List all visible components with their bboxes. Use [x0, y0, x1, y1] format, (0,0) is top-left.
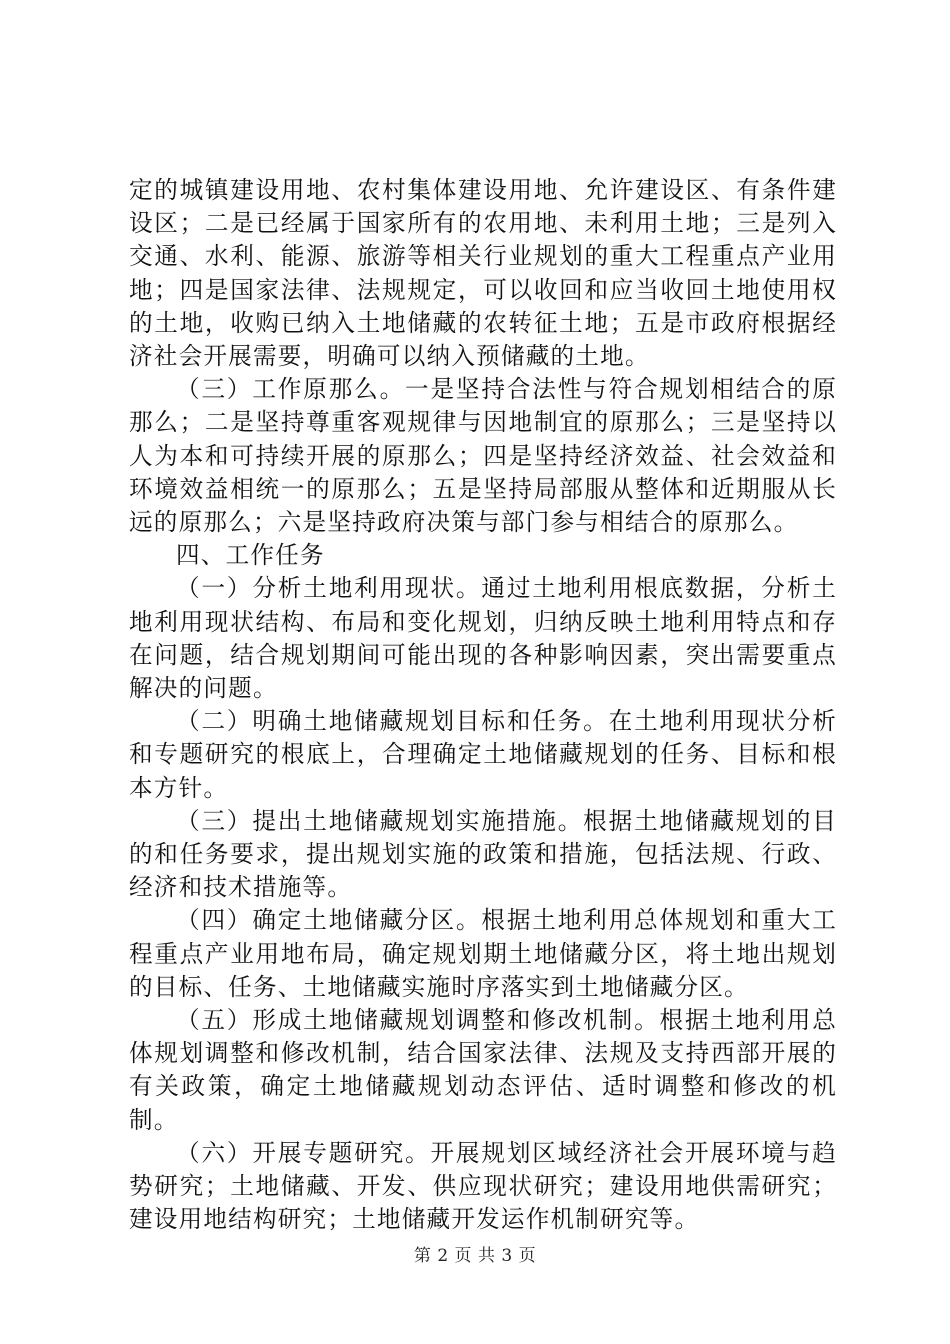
document-body [129, 174, 837, 1237]
page-number-footer: 第 2 页 共 3 页 [413, 1246, 537, 1266]
paragraph-land-scope-continued: 定的城镇建设用地、农村集体建设用地、允许建设区、有条件建设区；二是已经属于国家所有的农用地、未利用土地；三是列入交通、水利、能源、旅游等相关行业规划的重大工程重点产业用地；四是国家法律、法规规定，可以收回和应当收回土地使用权的土地，收购已纳入土地储藏的农转征土地；五是市政府根据经济社会开展需要，明确可以纳入预储藏的土地。 [129, 176, 837, 371]
paragraph-task-1: （一）分析土地利用现状。通过土地利用根底数据，分析土地利用现状结构、布局和变化规划，归纳反映土地利用特点和存在问题，结合规划期间可能出现的各种影响因素，突出需要重点解决的问题。 [129, 574, 837, 703]
paragraph-work-principles: （三）工作原那么。一是坚持合法性与符合规划相结合的原那么；二是坚持尊重客观规律与因地制宜的原那么；三是坚持以人为本和可持续开展的原那么；四是坚持经济效益、社会效益和环境效益相统一的原那么；五是坚持局部服从整体和近期服从长远的原那么；六是坚持政府决策与部门参与相结合的原那么。 [129, 375, 837, 537]
paragraph-task-2: （二）明确土地储藏规划目标和任务。在土地利用现状分析和专题研究的根底上，合理确定土地储藏规划的任务、目标和根本方针。 [129, 707, 837, 802]
paragraph-task-6: （六）开展专题研究。开展规划区域经济社会开展环境与趋势研究；土地储藏、开发、供应现状研究；建设用地供需研究；建设用地结构研究；土地储藏开发运作机制研究等。 [129, 1138, 837, 1234]
paragraph-task-4: （四）确定土地储藏分区。根据土地利用总体规划和重大工程重点产业用地布局，确定规划期土地储藏分区，将土地出规划的目标、任务、土地储藏实施时序落实到土地储藏分区。 [129, 906, 837, 1001]
paragraph-task-3: （三）提出土地储藏规划实施措施。根据土地储藏规划的目的和任务要求，提出规划实施的政策和措施，包括法规、行政、经济和技术措施等。 [129, 806, 837, 902]
section-heading-work-tasks: 四、工作任务 [176, 541, 325, 570]
paragraph-task-5: （五）形成土地储藏规划调整和修改机制。根据土地利用总体规划调整和修改机制，结合国家法律、法规及支持西部开展的有关政策，确定土地储藏规划动态评估、适时调整和修改的机制。 [129, 1006, 837, 1134]
